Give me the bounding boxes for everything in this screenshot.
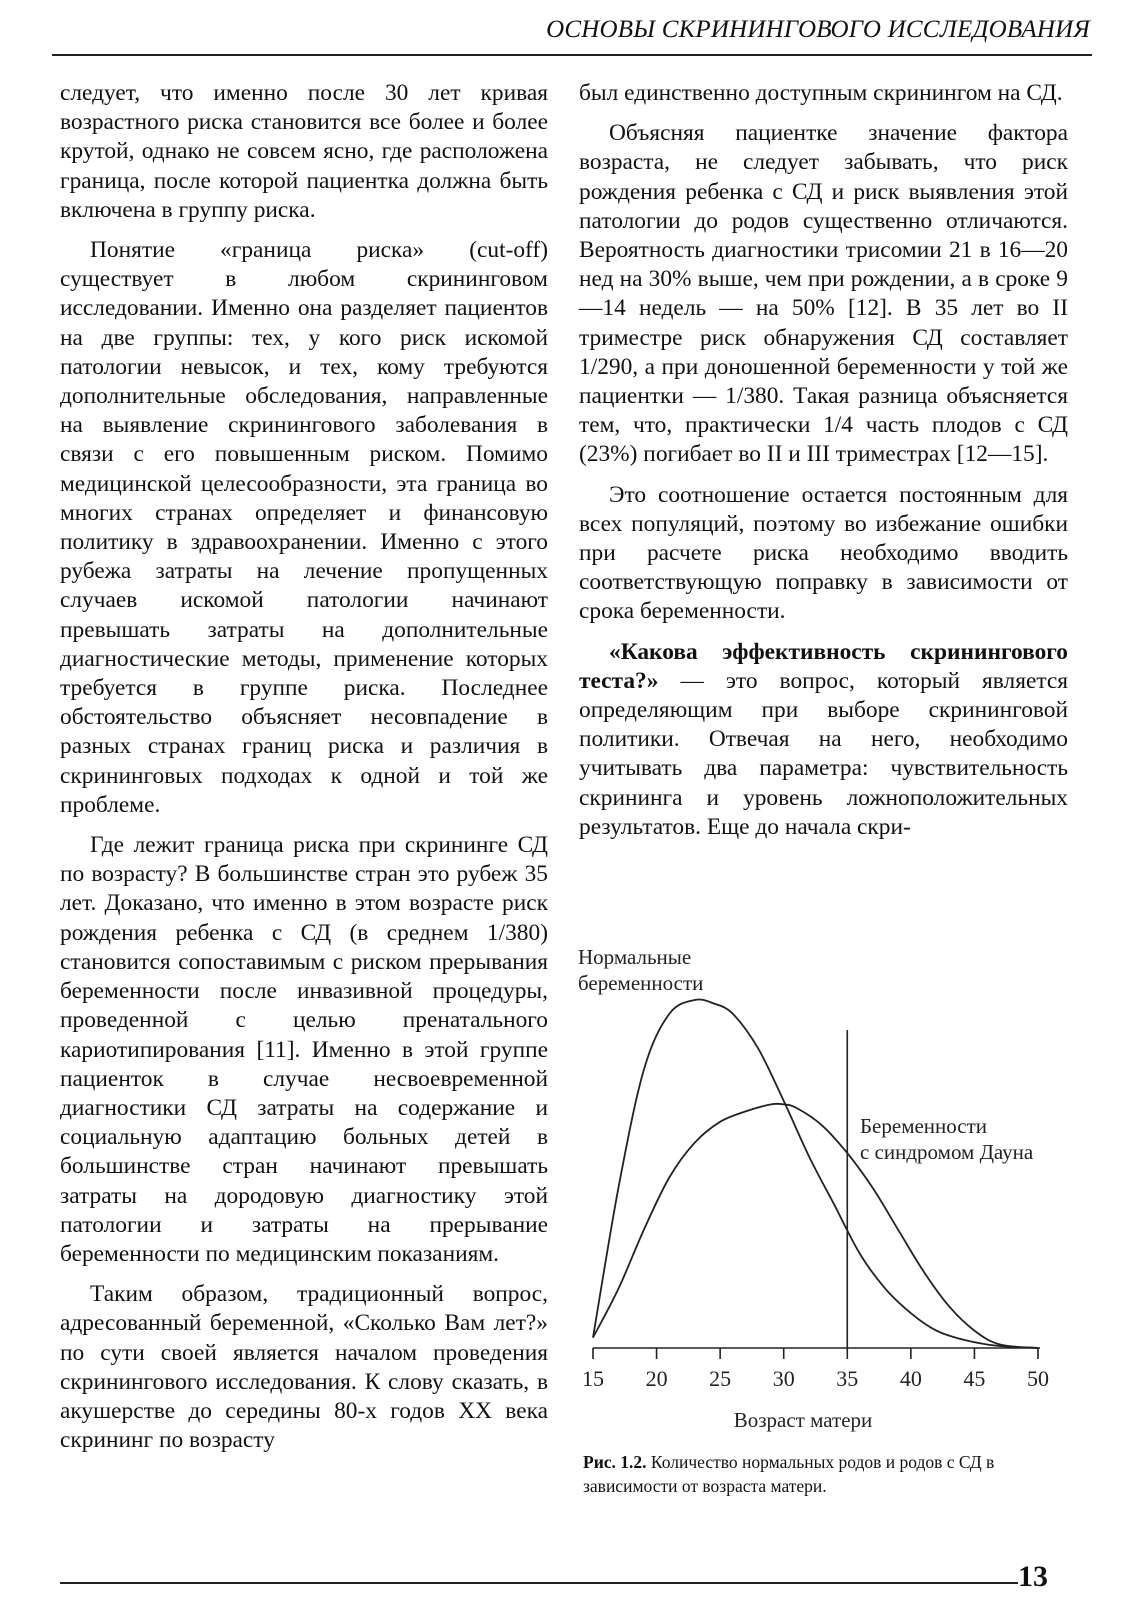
x-tick-label: 40 <box>899 1366 922 1391</box>
paragraph <box>579 638 1068 842</box>
running-head: ОСНОВЫ СКРИНИНГОВОГО ИССЛЕДОВАНИЯ <box>546 16 1090 43</box>
figure-age-distribution <box>578 936 1085 1432</box>
header-rule <box>52 54 1092 56</box>
label-normal-line-2: беременности <box>578 971 704 995</box>
figure-caption <box>583 1450 1073 1498</box>
label-down-line-1: Беременности <box>860 1114 988 1138</box>
paragraph: Где лежит граница риска при скрининге СД по возрасту? В большинстве стран это рубеж 35 лет. Доказано, что именно в этом возрасте риск рождения ребенка с СД (в среднем 1/380) становится сопоставимым с риском прерывания беременности после инвазивной процедуры, проведенной с целью пренатального кариотипирования [11]. Именно в этой группе пациенток в случае несвоевременной диагностики СД затраты на содержание и социальную адаптацию больных детей в большинстве стран начинают превышать затраты на дородовую диагностику этой патологии и затраты на прерывание беременности по медицинским показаниям. <box>60 832 548 1267</box>
paragraph: Таким образом, традиционный вопрос, адресованный беременной, «Сколько Вам лет?» по сути своей является началом проведения скринингового исследования. К слову сказать, в акушерстве до середины 80-х годов XX века скрининг по возрасту <box>60 1281 548 1454</box>
right-column <box>579 79 1068 853</box>
x-tick-label: 15 <box>582 1366 604 1391</box>
paragraph: Объясняя пациентке значение фактора возраста, не следует забывать, что риск рождения ребенка с СД и риск выявления этой патологии до родов существенно отличаются. Вероятность диагностики трисомии 21 в 16—20 нед на 30% выше, чем при рождении, а в сроке 9—14 недель — на 50% [12]. В 35 лет во II триместре риск обнаружения СД составляет 1/290, а при доношенной беременности у той же пациентки — 1/380. Такая разница объясняется тем, что, практически 1/4 часть плодов с СД (23%) погибает во II и III триместрах [12—15]. <box>579 120 1068 468</box>
paragraph: следует, что именно после 30 лет кривая возрастного риска становится все более и более крутой, однако не совсем ясно, где расположена граница, после которой пациентка должна быть включена в группу риска. <box>60 80 548 223</box>
caption-label: Рис. 1.2. <box>583 1452 647 1472</box>
page-number: 13 <box>1018 1560 1048 1593</box>
caption-text: Количество нормальных родов и родов с СД в зависимости от возраста матери. <box>583 1452 995 1496</box>
question-heading: «Какова эффективность скринингового теста?» <box>579 638 1068 694</box>
paragraph: Это соотношение остается постоянным для всех популяций, поэтому во избежание ошибки при расчете риска необходимо вводить соответствующую поправку в зависимости от срока беременности. <box>579 481 1068 625</box>
footer-rule <box>60 1582 1018 1584</box>
label-down-line-2: с синдромом Дауна <box>860 1140 1034 1164</box>
x-axis-title: Возраст матери <box>733 1408 873 1432</box>
label-normal-line-1: Нормальные <box>578 945 692 969</box>
paragraph: Понятие «граница риска» (cut-off) существует в любом скрининговом исследовании. Именно она разделяет пациентов на две группы: тех, у кого риск искомой патологии невысок, и тех, кому требуются дополнительные обследования, направленные на выявление скринингового заболевания в связи с его повышенным риском. Помимо медицинской целесообразности, эта граница во многих странах определяет и финансовую политику в здравоохранении. Именно с этого рубежа затраты на лечение пропущенных случаев искомой патологии начинают превышать затраты на дополнительные диагностические методы, применение которых требуется в группе риска. Последнее обстоятельство объясняет несовпадение в разных странах границ риска и различия в скрининговых подходах к одной и той же проблеме. <box>60 237 548 818</box>
chart <box>578 936 1085 1432</box>
x-tick-label: 20 <box>645 1366 668 1391</box>
paragraph-text: — это вопрос, который является определяющим при выборе скрининговой политики. Отвечая на него, необходимо учитывать два параметра: чувствительность скрининга и уровень ложноположительных результатов. Еще до начала скри- <box>579 667 1068 840</box>
left-column <box>60 79 548 1466</box>
x-tick-label: 50 <box>1027 1366 1049 1391</box>
paragraph: был единственно доступным скринингом на СД. <box>579 80 1063 106</box>
x-tick-label: 35 <box>836 1366 859 1391</box>
x-tick-label: 25 <box>709 1366 732 1391</box>
series-normal-pregnancies <box>593 999 1038 1348</box>
x-tick-label: 30 <box>772 1366 795 1391</box>
x-tick-label: 45 <box>963 1366 986 1391</box>
